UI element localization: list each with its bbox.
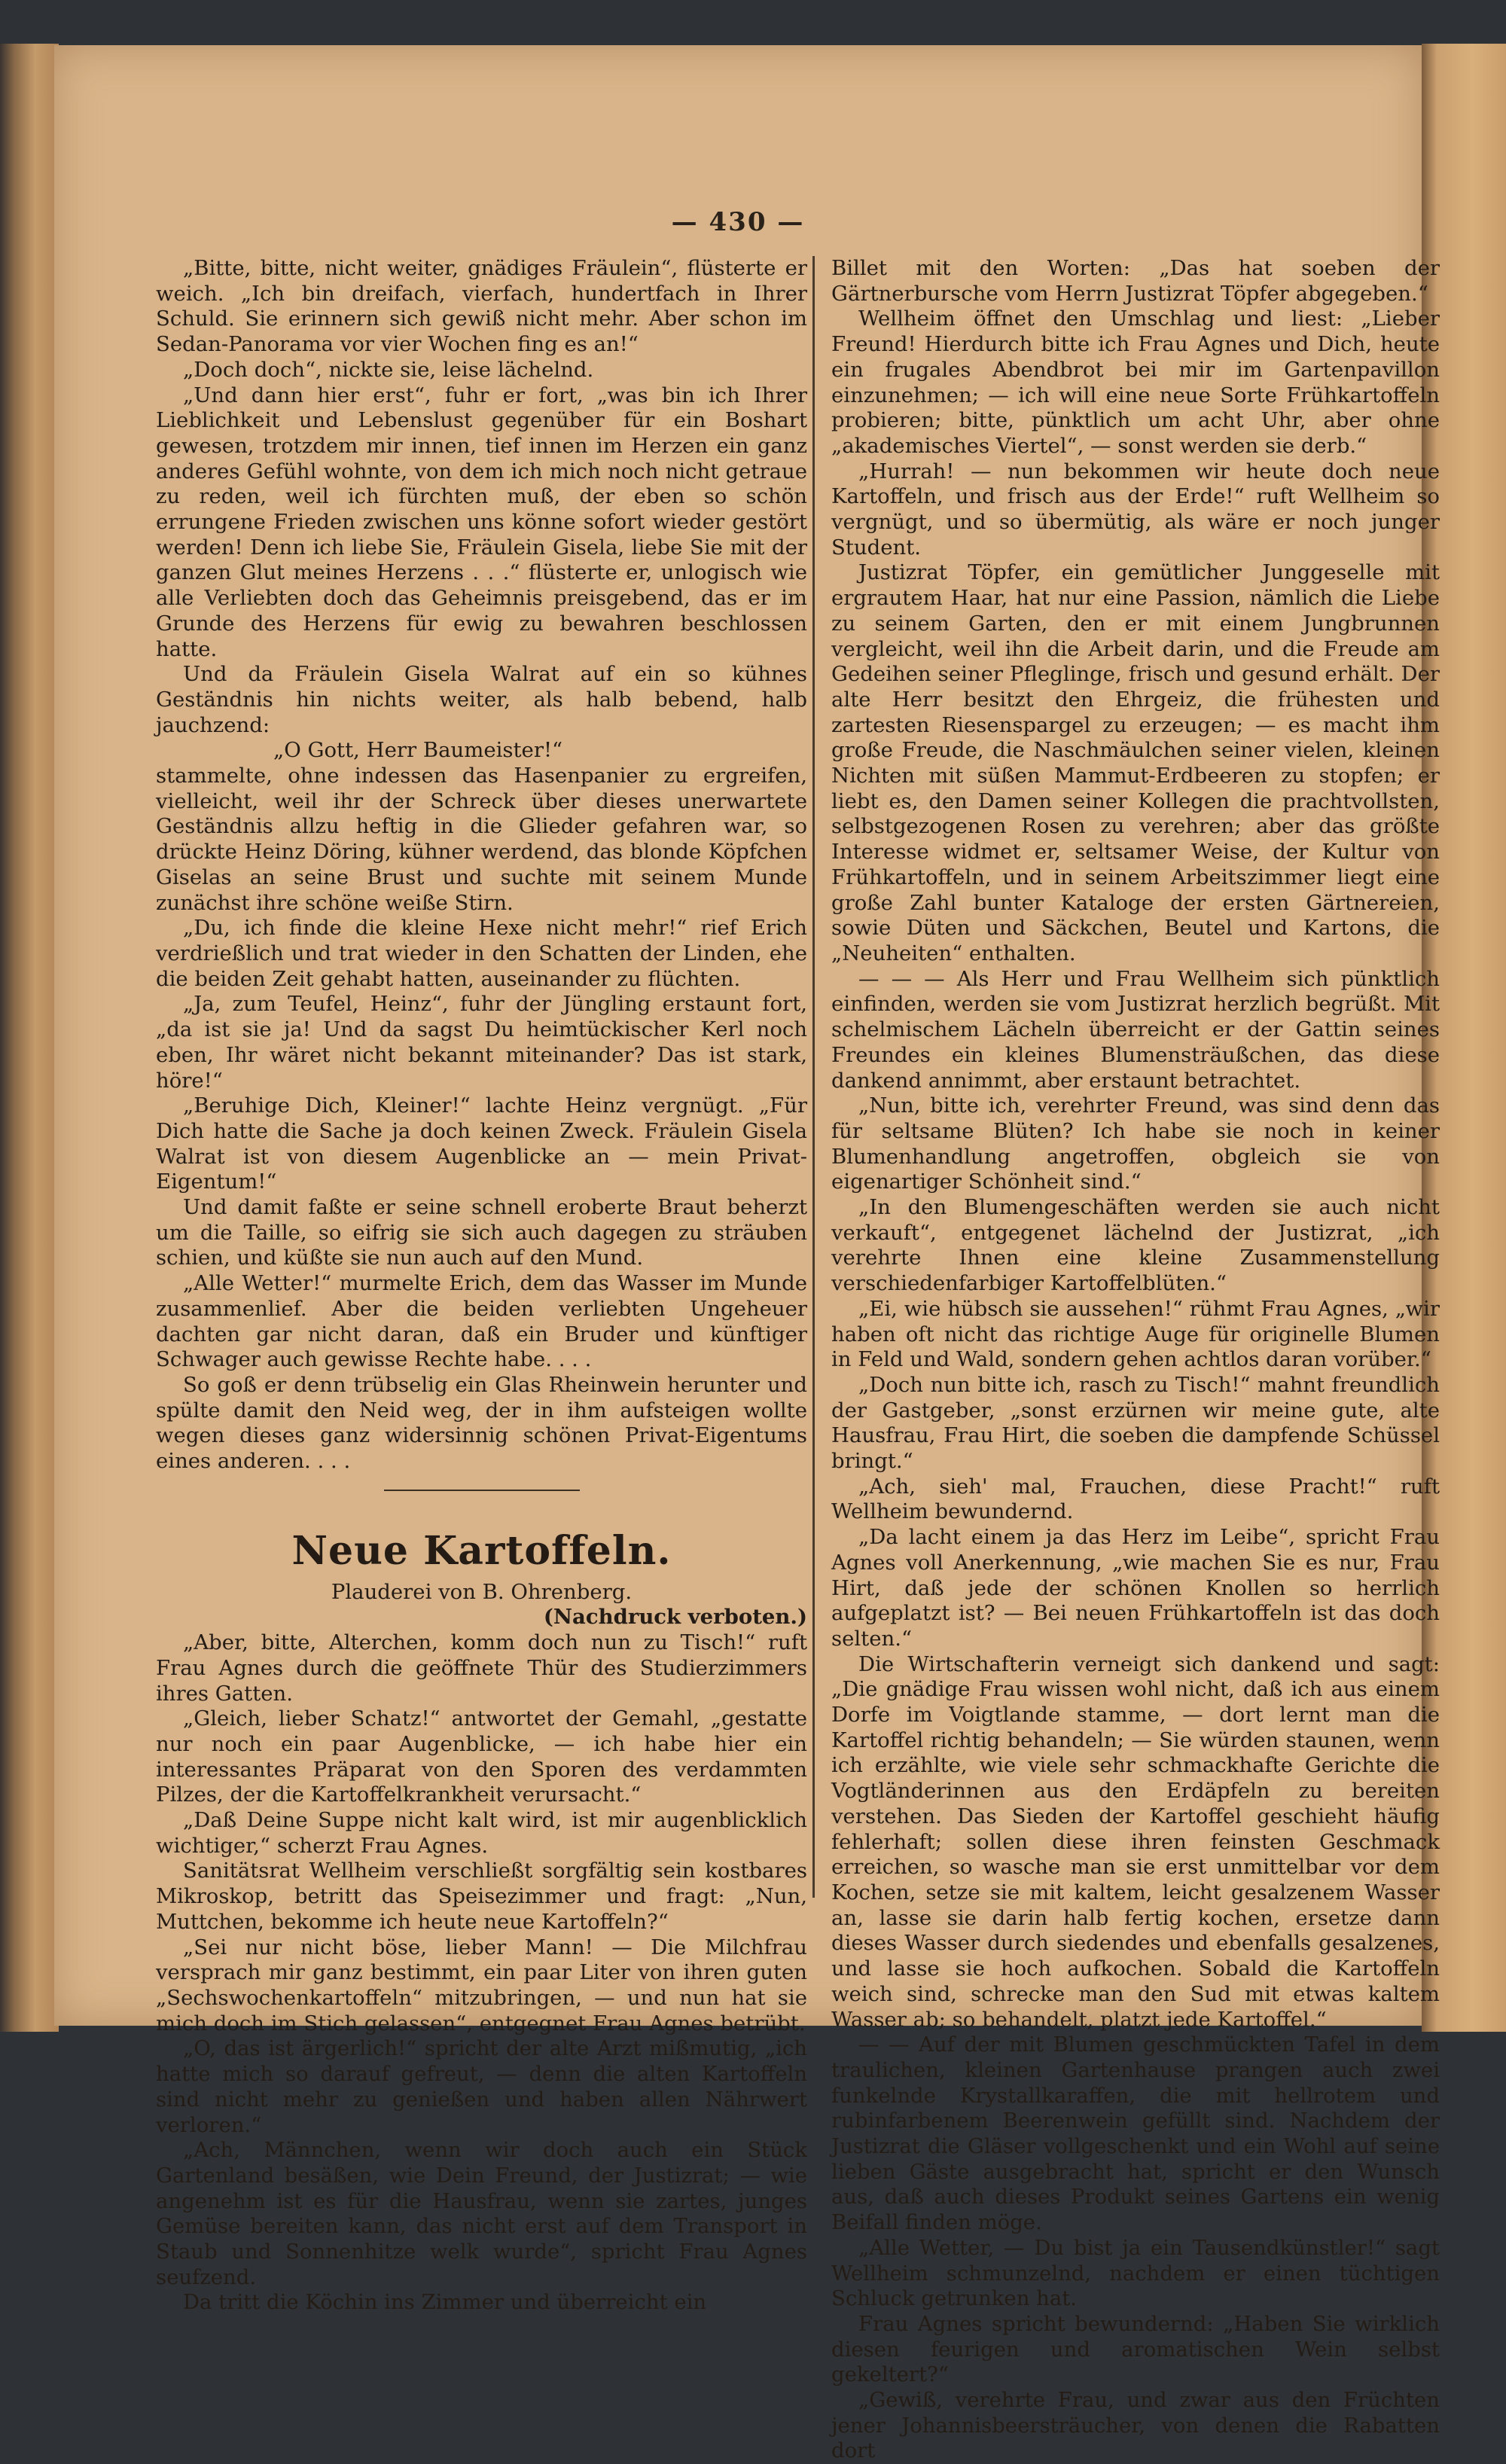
paragraph: stammelte, ohne indessen das Hasenpanier zu ergreifen, vielleicht, weil ihr der Schreck über dieses unerwartete Geständnis allzu heftig in die Glieder gefahren war, so drückte Heinz Döring, kühner werdend, das blonde Köpfchen Giselas an seine Brust und suchte mit seinem Munde zunächst ihre schöne weiße Stirn. <box>156 764 807 915</box>
paragraph: Sanitätsrat Wellheim verschließt sorgfältig sein kostbares Mikroskop, betritt das Speisezimmer und fragt: „Nun, Muttchen, bekomme ich heute neue Kartoffeln?“ <box>156 1859 807 1934</box>
paragraph: „O Gott, Herr Baumeister!“ <box>273 738 563 763</box>
paragraph: „Gewiß, verehrte Frau, und zwar aus den Früchten jener Johannisbeersträucher, von denen die Rabatten dort <box>831 2388 1440 2463</box>
newspaper-page <box>54 45 1440 2463</box>
paragraph: Da tritt die Köchin ins Zimmer und überreicht ein <box>183 2290 707 2315</box>
paragraph: „Ei, wie hübsch sie aussehen!“ rühmt Frau Agnes, „wir haben oft nicht das richtige Auge für originelle Blumen in Feld und Wald, sondern gehen achtlos daran vorüber.“ <box>831 1296 1440 1372</box>
paragraph: „Alle Wetter!“ murmelte Erich, dem das Wasser im Munde zusammenlief. Aber die beiden verliebten Ungeheuer dachten gar nicht daran, daß ein Bruder und künftiger Schwager auch gewisse Rechte habe. . . . <box>156 1271 807 1372</box>
paragraph: „Und dann hier erst“, fuhr er fort, „was bin ich Ihrer Lieblichkeit und Lebenslust gegenüber für ein Boshart gewesen, trotzdem mir innen, tief innen im Herzen ein ganz anderes Gefühl wohnte, von dem ich mich noch nicht getraue zu reden, weil ich fürchten muß, der eben so schön errungene Frieden zwischen uns könne sofort wieder gestört werden! Denn ich liebe Sie, Fräulein Gisela, liebe Sie mit der ganzen Glut meines Herzens . . .“ flüsterte er, unlogisch wie alle Verliebten doch das Geheimnis preisgebend, das er im Grunde des Herzens für ewig zu bewahren beschlossen hatte. <box>156 383 807 661</box>
paragraph: Frau Agnes spricht bewundernd: „Haben Sie wirklich diesen feurigen und aromatischen Wein selbst gekeltert?“ <box>831 2311 1440 2387</box>
book-spine-edge <box>0 44 59 2032</box>
paragraph: „Gleich, lieber Schatz!“ antwortet der Gemahl, „gestatte nur noch ein paar Augenblicke, — ich habe hier ein interessantes Präparat von den Sporen des verdammten Pilzes, der die Kartoffelkrankheit verursacht.“ <box>156 1706 807 1807</box>
left-column <box>156 256 807 2316</box>
page-number: — 430 — <box>671 207 805 237</box>
paragraph: — — Auf der mit Blumen geschmückten Tafel in dem traulichen, kleinen Gartenhause prangen auch zwei funkelnde Krystallkaraffen, die mit hellrotem und rubinfarbenem Beerenwein gefüllt sind. Nachdem der Justizrat die Gläser vollgeschenkt und ein Wohl auf seine lieben Gäste ausgebracht hat, spricht er den Wunsch aus, daß auch dieses Produkt seines Gartens ein wenig Beifall finden möge. <box>831 2032 1440 2235</box>
paragraph: Die Wirtschafterin verneigt sich dankend und sagt: „Die gnädige Frau wissen wohl nicht, daß ich aus einem Dorfe im Voigtlande stamme, — dort lernt man die Kartoffel richtig behandeln; — Sie würden staunen, wenn ich erzählte, wie viele sehr schmackhafte Gerichte die Vogtländerinnen aus den Erdäpfeln zu bereiten verstehen. Das Sieden der Kartoffel geschieht häufig fehlerhaft; sollen diese ihren feinsten Geschmack erreichen, so wasche man sie erst unmittelbar vor dem Kochen, setze sie mit kaltem, leicht gesalzenem Wasser an, lasse sie darin halb fertig kochen, ersetze dann dieses Wasser durch siedendes und ebenfalls gesalzenes, und lasse sie hoch aufkochen. Sobald die Kartoffeln weich sind, schrecke man den Sud mit etwas kaltem Wasser ab; so behandelt, platzt jede Kartoffel.“ <box>831 1651 1440 2032</box>
paragraph: „Beruhige Dich, Kleiner!“ lachte Heinz vergnügt. „Für Dich hatte die Sache ja doch keinen Zweck. Fräulein Gisela Walrat ist von diesem Augenblicke an — mein Privat-Eigentum!“ <box>156 1093 807 1194</box>
paragraph: „O, das ist ärgerlich!“ spricht der alte Arzt mißmutig, „ich hatte mich so darauf gefreut, — denn die alten Kartoffeln sind nicht mehr zu genießen und haben allen Nährwert verloren.“ <box>156 2036 807 2137</box>
paragraph: „Bitte, bitte, nicht weiter, gnädiges Fräulein“, flüsterte er weich. „Ich bin dreifach, vierfach, hundertfach in Ihrer Schuld. Sie erinnern sich gewiß nicht mehr. Aber schon im Sedan-Panorama vor vier Wochen fing es an!“ <box>156 256 807 357</box>
paragraph: „Doch nun bitte ich, rasch zu Tisch!“ mahnt freundlich der Gastgeber, „sonst erzürnen wir meine gute, alte Hausfrau, Frau Hirt, die soeben die dampfende Schüssel bringt.“ <box>831 1372 1440 1474</box>
paragraph: „Sei nur nicht böse, lieber Mann! — Die Milchfrau versprach mir ganz bestimmt, ein paar Liter von ihren guten „Sechswochenkartoffeln“ mitzubringen, — und nun hat sie mich doch im Stich gelassen“, entgegnet Frau Agnes betrübt. <box>156 1935 807 2036</box>
paragraph: „Ja, zum Teufel, Heinz“, fuhr der Jüngling erstaunt fort, „da ist sie ja! Und da sagst Du heimtückischer Kerl noch eben, Ihr wäret nicht bekannt miteinander? Das ist stark, höre!“ <box>156 992 807 1093</box>
paragraph: Und damit faßte er seine schnell eroberte Braut beherzt um die Taille, so eifrig sie sich auch dagegen zu sträuben schien, und küßte sie nun auch auf den Mund. <box>156 1195 807 1270</box>
article-title: Neue Kartoffeln. <box>291 1527 672 1574</box>
paragraph: „Hurrah! — nun bekommen wir heute doch neue Kartoffeln, und frisch aus der Erde!“ ruft Wellheim so vergnügt, und so übermütig, als wäre er noch junger Student. <box>831 459 1440 560</box>
paragraph: „In den Blumengeschäften werden sie auch nicht verkauft“, entgegenet lächelnd der Justizrat, „ich verehrte Ihnen eine kleine Zusammenstellung verschiedenfarbiger Kartoffelblüten.“ <box>831 1195 1440 1296</box>
right-column <box>831 256 1440 2464</box>
paragraph: Justizrat Töpfer, ein gemütlicher Junggeselle mit ergrautem Haar, hat nur eine Passion, nämlich die Liebe zu seinem Garten, den er mit einem Jungbrunnen vergleicht, weil ihn die Arbeit darin, und die Freude am Gedeihen seiner Pfleglinge, frisch und gesund erhält. Der alte Herr besitzt den Ehrgeiz, die frühesten und zartesten Riesenspargel zu erzeugen; — es macht ihm große Freude, die Naschmäulchen seiner vielen, kleinen Nichten mit süßen Mammut-Erdbeeren zu stopfen; er liebt es, den Damen seiner Kollegen die prachtvollsten, selbstgezogenen Rosen zu verehren; aber das größte Interesse widmet er, seltsamer Weise, der Kultur von Frühkartoffeln, und in seinem Arbeitszimmer liegt eine große Zahl bunter Kataloge der ersten Gärtnereien, sowie Düten und Säckchen, Beutel und Kartons, die „Neuheiten“ enthalten. <box>831 560 1440 965</box>
paragraph: „Ach, sieh' mal, Frauchen, diese Pracht!“ ruft Wellheim bewundernd. <box>831 1474 1440 1524</box>
paragraph: — — — Als Herr und Frau Wellheim sich pünktlich einfinden, werden sie vom Justizrat herzlich begrüßt. Mit schelmischem Lächeln überreicht er der Gattin seines Freundes ein kleines Blumensträußchen, das diese dankend annimmt, aber erstaunt betrachtet. <box>831 966 1440 1093</box>
paragraph: Wellheim öffnet den Umschlag und liest: „Lieber Freund! Hierdurch bitte ich Frau Agnes und Dich, heute ein frugales Abendbrot bei mir im Gartenpavillon einzunehmen; — ich will eine neue Sorte Frühkartoffeln probieren; bitte, pünktlich um acht Uhr, aber ohne „akademisches Viertel“, — sonst werden sie derb.“ <box>831 306 1440 458</box>
paragraph: „Du, ich finde die kleine Hexe nicht mehr!“ rief Erich verdrießlich und trat wieder in den Schatten der Linden, ehe die beiden Zeit gehabt hatten, auseinander zu flüchten. <box>156 916 807 991</box>
paragraph: „Daß Deine Suppe nicht kalt wird, ist mir augenblicklich wichtiger,“ scherzt Frau Agnes. <box>156 1808 807 1858</box>
reprint-notice: (Nachdruck verboten.) <box>543 1605 807 1630</box>
paragraph: „Alle Wetter, — Du bist ja ein Tausendkünstler!“ sagt Wellheim schmunzelnd, nachdem er einen tüchtigen Schluck getrunken hat. <box>831 2235 1440 2311</box>
paragraph: So goß er denn trübselig ein Glas Rheinwein herunter und spülte damit den Neid weg, der in ihm aufsteigen wollte wegen dieses ganz widersinnig schönen Privat-Eigentums eines anderen. . . . <box>156 1372 807 1474</box>
paragraph: Billet mit den Worten: „Das hat soeben der Gärtnerbursche vom Herrn Justizrat Töpfer abgegeben.“ <box>831 256 1440 306</box>
paragraph: „Aber, bitte, Alterchen, komm doch nun zu Tisch!“ ruft Frau Agnes durch die geöffnete Thür des Studierzimmers ihres Gatten. <box>156 1630 807 1706</box>
section-divider <box>384 1490 580 1491</box>
article-subtitle: Plauderei von B. Ohrenberg. <box>331 1579 633 1604</box>
paragraph: „Ach, Männchen, wenn wir doch auch ein Stück Gartenland besäßen, wie Dein Freund, der Justizrat; — wie angenehm ist es für die Hausfrau, wenn sie zartes, junges Gemüse bereiten kann, das nicht erst auf dem Transport in Staub und Sonnenhitze welk wurde“, spricht Frau Agnes seufzend. <box>156 2138 807 2289</box>
paragraph: „Nun, bitte ich, verehrter Freund, was sind denn das für seltsame Blüten? Ich habe sie noch in keiner Blumenhandlung angetroffen, obgleich sie von eigenartiger Schönheit sind.“ <box>831 1093 1440 1194</box>
paragraph: „Da lacht einem ja das Herz im Leibe“, spricht Frau Agnes voll Anerkennung, „wie machen Sie es nur, Frau Hirt, daß jede der schönen Knollen so herrlich aufgeplatzt ist? — Bei neuen Frühkartoffeln ist das doch selten.“ <box>831 1525 1440 1651</box>
column-rule <box>812 256 815 1898</box>
paragraph: Und da Fräulein Gisela Walrat auf ein so kühnes Geständnis hin nichts weiter, als halb bebend, halb jauchzend: <box>156 662 807 737</box>
paragraph: „Doch doch“, nickte sie, leise lächelnd. <box>183 357 594 382</box>
